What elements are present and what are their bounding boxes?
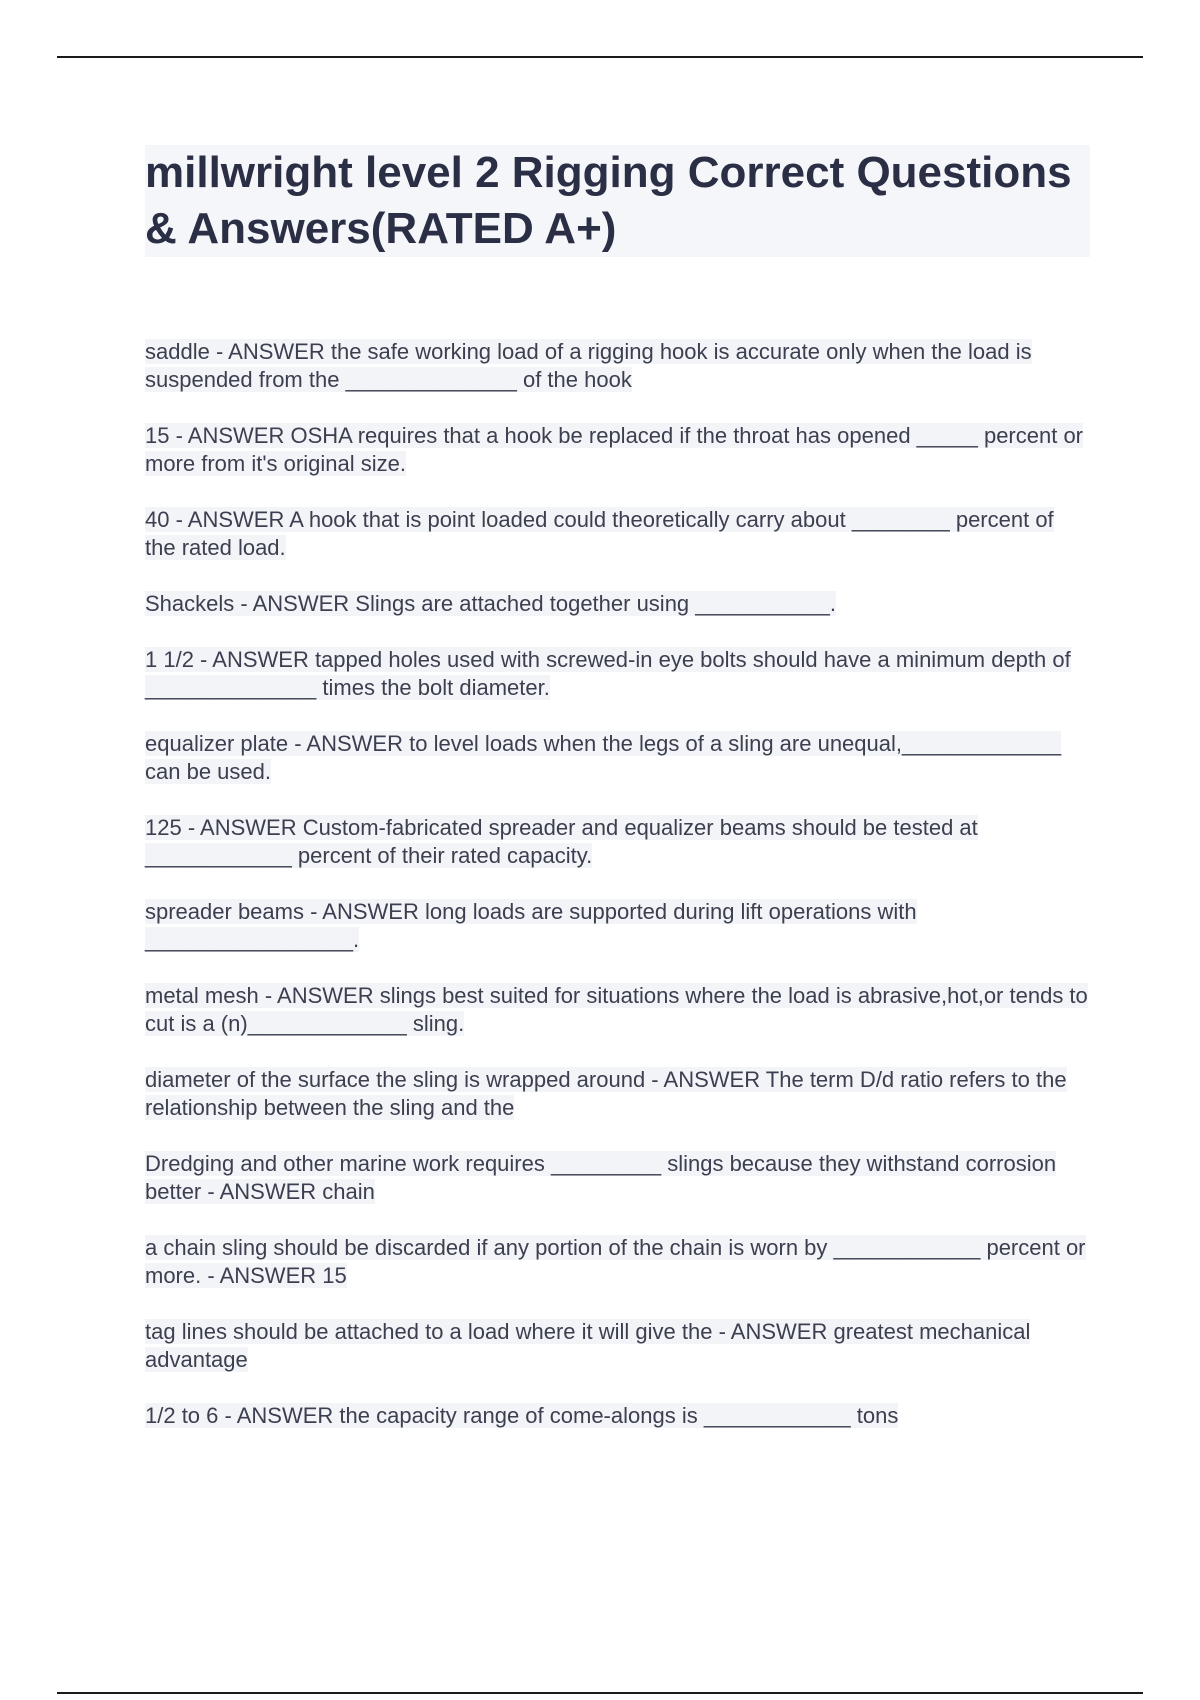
qa-item [145,646,1090,702]
document-title: millwright level 2 Rigging Correct Questions & Answers(RATED A+) [145,148,1072,253]
qa-text: 125 - ANSWER Custom-fabricated spreader and equalizer beams should be tested at ____________ percent of their rated capacity. [145,815,978,868]
qa-text: 1/2 to 6 - ANSWER the capacity range of come-alongs is ____________ tons [145,1403,899,1428]
top-rule [57,56,1143,58]
qa-text: 15 - ANSWER OSHA requires that a hook be replaced if the throat has opened _____ percent or more from it's original size. [145,423,1084,476]
qa-text: 40 - ANSWER A hook that is point loaded could theoretically carry about ________ percent of the rated load. [145,507,1054,560]
qa-item [145,814,1090,870]
qa-text: metal mesh - ANSWER slings best suited for situations where the load is abrasive,hot,or tends to cut is a (n)_____________ sling. [145,983,1088,1036]
qa-item [145,1066,1090,1122]
qa-item [145,1318,1090,1374]
qa-text: equalizer plate - ANSWER to level loads when the legs of a sling are unequal,_____________ can be used. [145,731,1062,784]
qa-text: spreader beams - ANSWER long loads are supported during lift operations with _________________. [145,899,917,952]
qa-item [145,338,1090,394]
qa-item [145,1234,1090,1290]
qa-item [145,1150,1090,1206]
qa-item [145,422,1090,478]
qa-text: saddle - ANSWER the safe working load of a rigging hook is accurate only when the load is suspended from the ______________ of the hook [145,339,1032,392]
qa-item [145,982,1090,1038]
qa-list [145,338,1090,1458]
qa-item [145,506,1090,562]
qa-item [145,1402,1090,1430]
qa-text: tag lines should be attached to a load where it will give the - ANSWER greatest mechanical advantage [145,1319,1031,1372]
qa-text: diameter of the surface the sling is wrapped around - ANSWER The term D/d ratio refers to the relationship between the sling and the [145,1067,1067,1120]
qa-item [145,730,1090,786]
qa-text: 1 1/2 - ANSWER tapped holes used with screwed-in eye bolts should have a minimum depth of ______________ times the bolt diameter. [145,647,1071,700]
qa-item [145,898,1090,954]
qa-text: a chain sling should be discarded if any portion of the chain is worn by ____________ percent or more. - ANSWER 15 [145,1235,1086,1288]
qa-item [145,590,1090,618]
qa-text: Dredging and other marine work requires _________ slings because they withstand corrosion better - ANSWER chain [145,1151,1057,1204]
qa-text: Shackels - ANSWER Slings are attached together using ___________. [145,591,836,616]
title-block [145,145,1090,257]
bottom-rule [57,1692,1143,1694]
